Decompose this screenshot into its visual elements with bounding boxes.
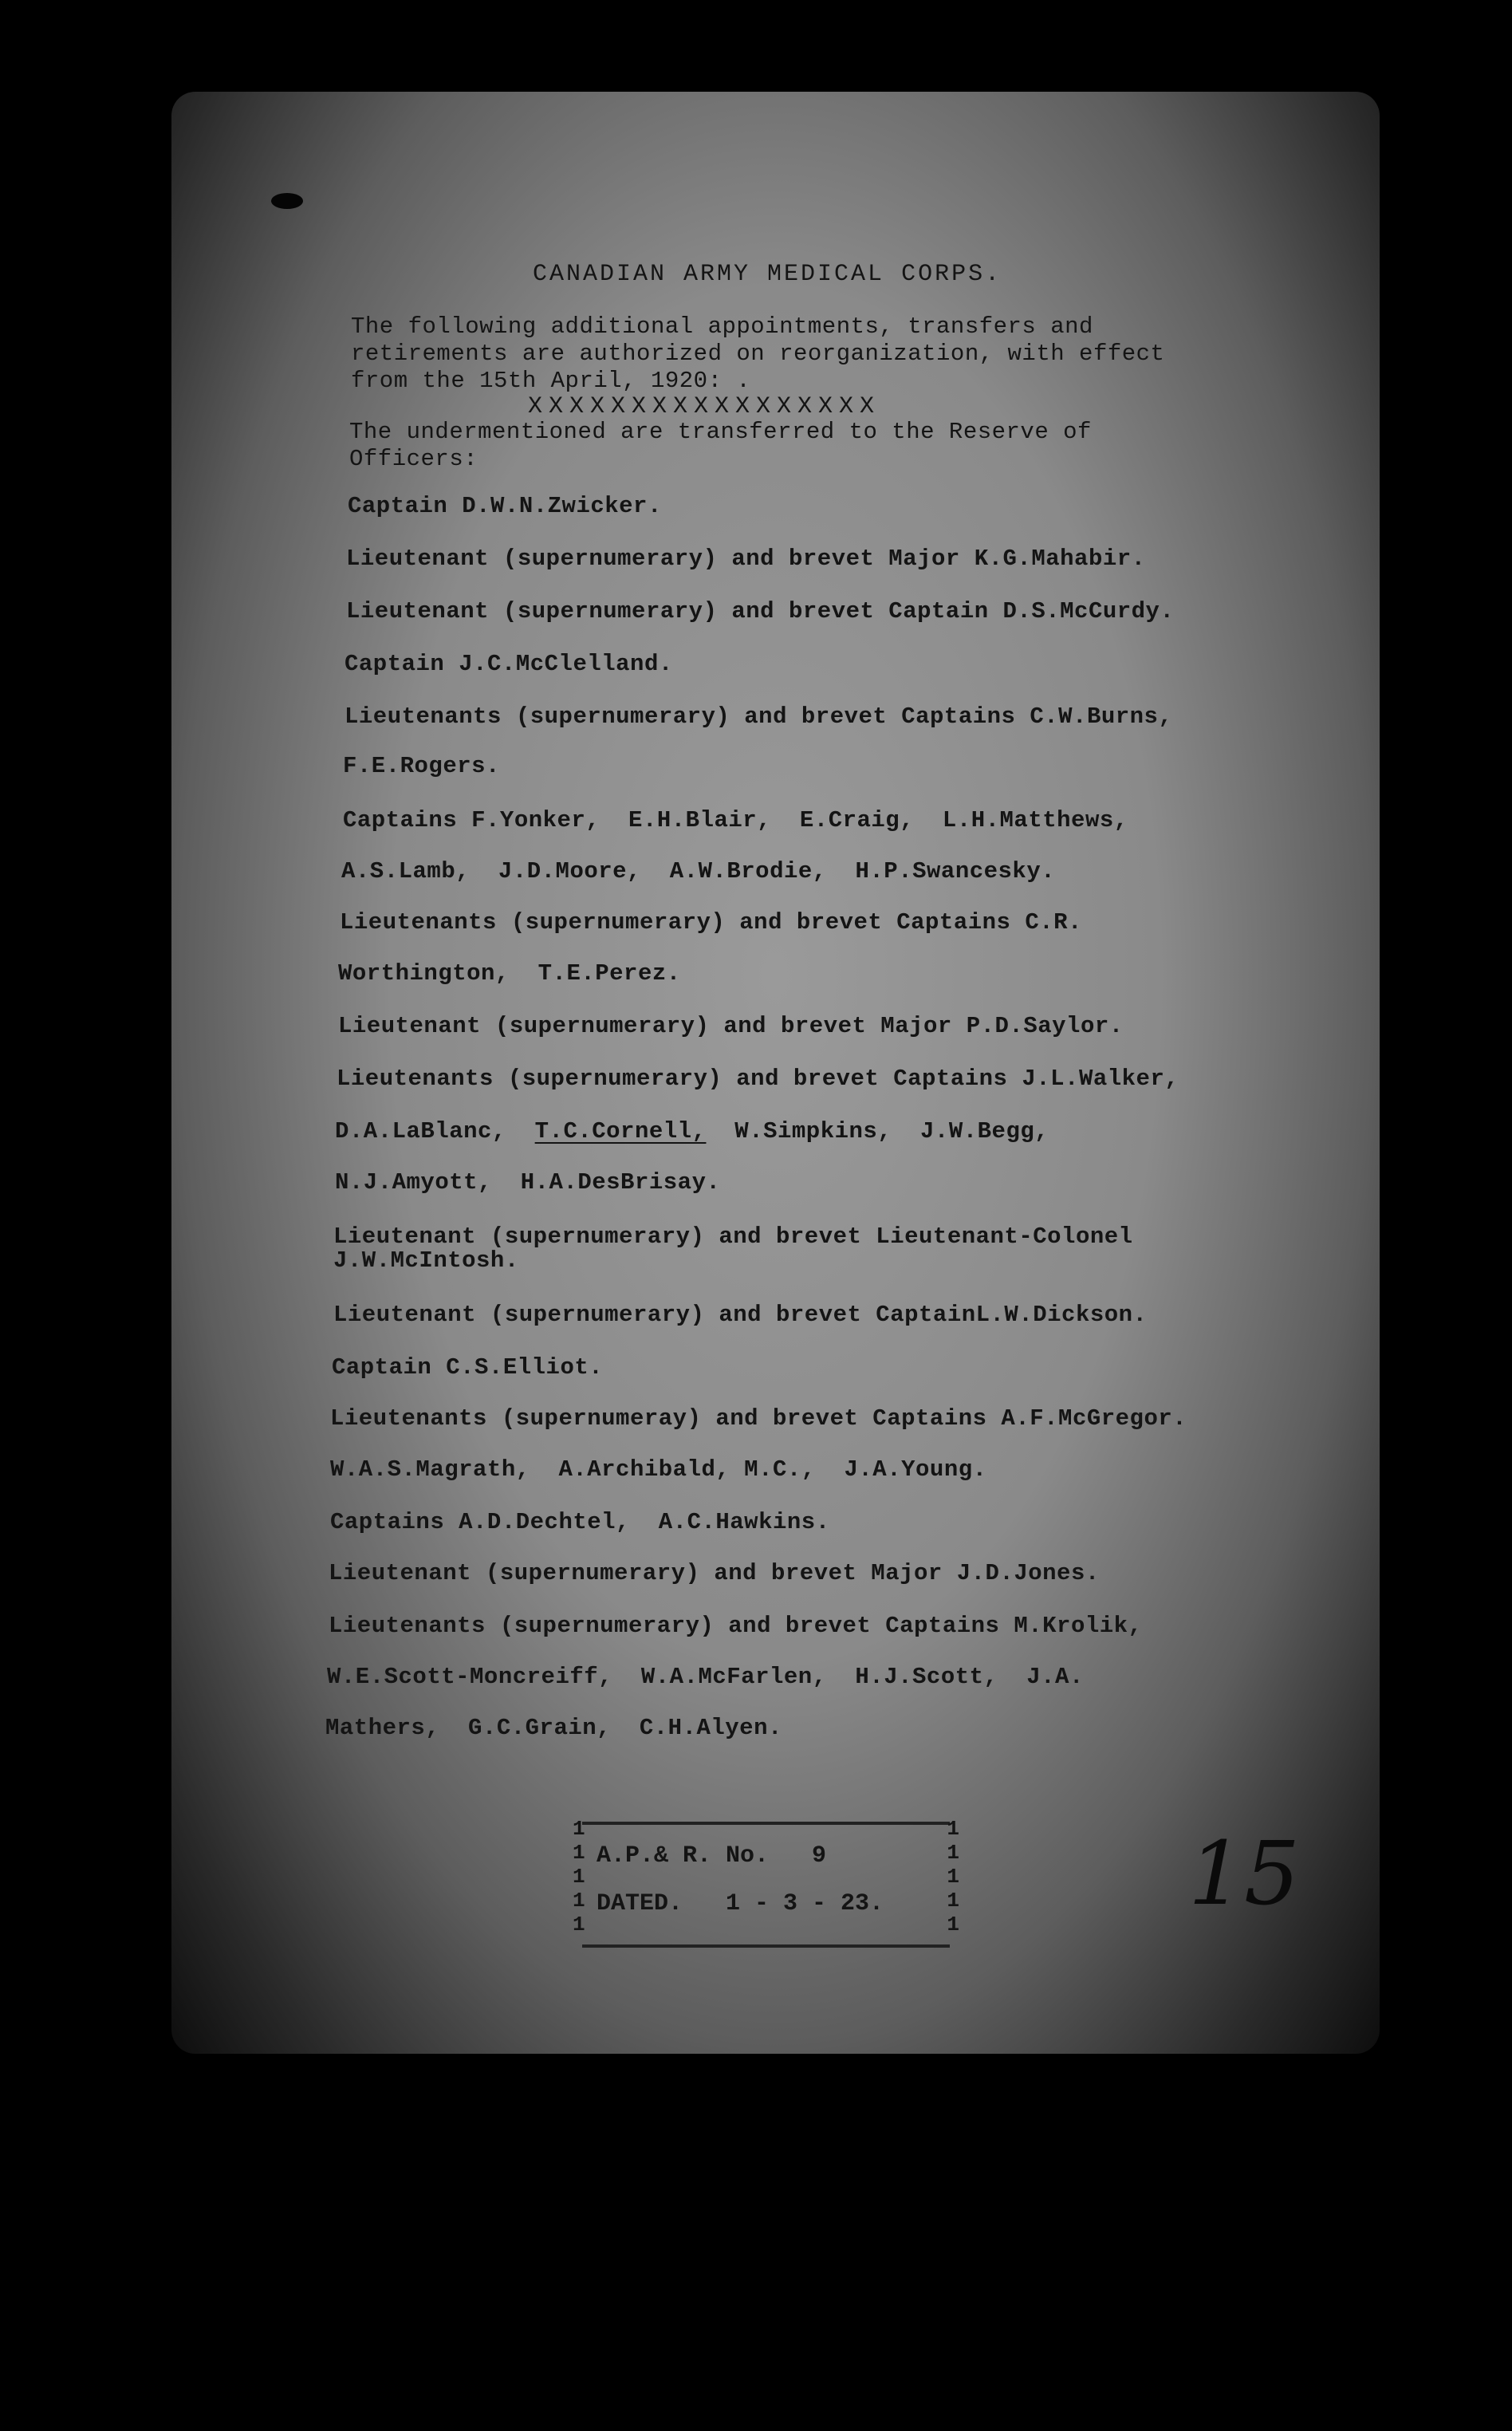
underlined-name: T.C.Cornell, <box>534 1118 707 1145</box>
entry-line: J.W.McIntosh. <box>333 1247 519 1274</box>
document-title: CANADIAN ARMY MEDICAL CORPS. <box>533 261 1002 288</box>
stamp-date: DATED. 1 - 3 - 23. <box>597 1890 884 1917</box>
entry-line: W.E.Scott-Moncreiff, W.A.McFarlen, H.J.Scott, J.A. <box>327 1664 1084 1690</box>
entry-line: Lieutenant (supernumerary) and brevet Major K.G.Mahabir. <box>346 546 1146 572</box>
entry-line: Mathers, G.C.Grain, C.H.Alyen. <box>325 1715 782 1741</box>
entry-text: W.Simpkins, J.W.Begg, <box>706 1118 1049 1145</box>
intro-line-2: retirements are authorized on reorganization, with effect <box>351 341 1165 367</box>
entry-line: F.E.Rogers. <box>343 753 500 779</box>
intro-line-1: The following additional appointments, transfers and <box>351 313 1093 340</box>
entry-line: Lieutenant (supernumerary) and brevet Captain D.S.McCurdy. <box>346 598 1175 624</box>
entry-line: A.S.Lamb, J.D.Moore, A.W.Brodie, H.P.Swancesky. <box>341 858 1056 885</box>
entry-line: Captain D.W.N.Zwicker. <box>348 493 662 519</box>
entry-line: Lieutenants (supernumeray) and brevet Captains A.F.McGregor. <box>330 1405 1187 1432</box>
page-number: 15 <box>1188 1822 1300 1925</box>
entry-line: N.J.Amyott, H.A.DesBrisay. <box>335 1169 721 1196</box>
entry-line: Lieutenants (supernumerary) and brevet Captains J.L.Walker, <box>337 1066 1179 1092</box>
entry-text: D.A.LaBlanc, <box>335 1118 535 1145</box>
entry-line: Lieutenants (supernumerary) and brevet Captains M.Krolik, <box>329 1613 1143 1639</box>
entry-line: Worthington, T.E.Perez. <box>338 960 681 987</box>
transfer-heading-2: Officers: <box>349 446 478 472</box>
stamp-left-border: 1 1 1 1 1 <box>573 1817 585 1937</box>
entry-line: Captain C.S.Elliot. <box>332 1354 604 1381</box>
entry-line: Lieutenant (supernumerary) and brevet Lieutenant-Colonel <box>333 1223 1133 1250</box>
transfer-heading-1: The undermentioned are transferred to the Reserve of <box>349 419 1092 445</box>
entry-line: Lieutenant (supernumerary) and brevet Major J.D.Jones. <box>329 1560 1100 1586</box>
registry-stamp <box>573 1817 959 1952</box>
entry-line: Captains A.D.Dechtel, A.C.Hawkins. <box>330 1509 830 1535</box>
entry-line: Lieutenants (supernumerary) and brevet Captains C.W.Burns, <box>345 703 1173 730</box>
intro-line-3: from the 15th April, 1920: . <box>351 368 751 394</box>
entry-line: Lieutenant (supernumerary) and brevet CaptainL.W.Dickson. <box>333 1302 1148 1328</box>
entry-line-cornell <box>335 1118 1049 1145</box>
stamp-number: A.P.& R. No. 9 <box>597 1842 827 1870</box>
stamp-bottom-rule <box>582 1944 950 1948</box>
stamp-right-border: 1 1 1 1 1 <box>947 1817 959 1937</box>
entry-line: Lieutenants (supernumerary) and brevet Captains C.R. <box>340 909 1082 936</box>
entry-line: W.A.S.Magrath, A.Archibald, M.C., J.A.Young. <box>330 1456 987 1483</box>
separator-line: XXXXXXXXXXXXXXXXX <box>528 393 881 420</box>
entry-line: Lieutenant (supernumerary) and brevet Major P.D.Saylor. <box>338 1013 1124 1039</box>
entry-line: Captains F.Yonker, E.H.Blair, E.Craig, L.H.Matthews, <box>343 807 1128 833</box>
entry-line: Captain J.C.McClelland. <box>345 651 673 677</box>
stamp-top-rule <box>582 1822 950 1825</box>
